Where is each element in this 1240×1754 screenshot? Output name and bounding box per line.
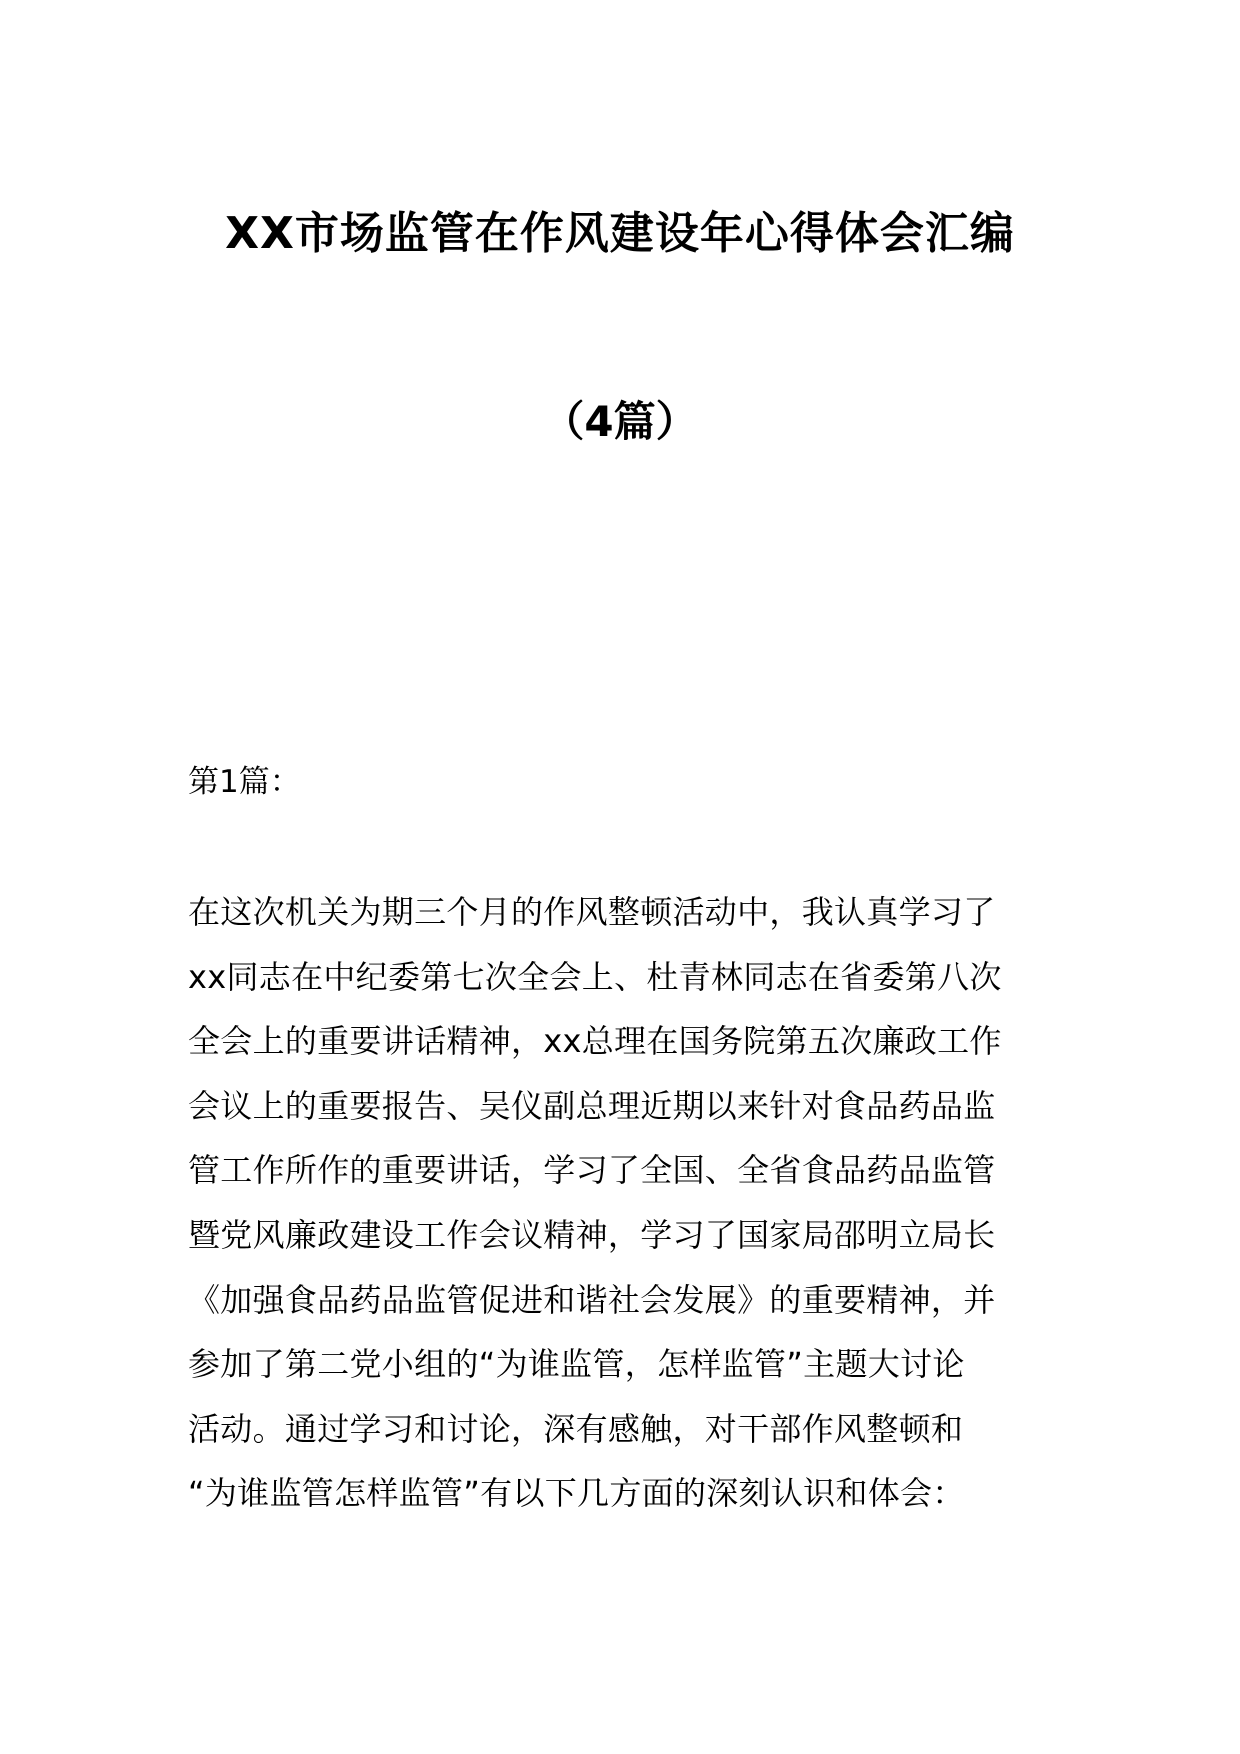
paragraph-line: 管工作所作的重要讲话，学习了全国、全省食品药品监管 xyxy=(188,1151,996,1190)
paragraph-line: 在这次机关为期三个月的作风整顿活动中，我认真学习了 xyxy=(188,893,996,931)
body-paragraph xyxy=(188,880,1058,1526)
paragraph-line: xx同志在中纪委第七次全会上、杜青林同志在省委第八次 xyxy=(188,957,1002,996)
paragraph-line: 暨党风廉政建设工作会议精神，学习了国家局邵明立局长 xyxy=(188,1215,996,1254)
paragraph-line: “为谁监管怎样监管”有以下几方面的深刻认识和体会： xyxy=(188,1474,965,1513)
section-heading: 第1篇： xyxy=(188,764,301,800)
paragraph-line: 活动。通过学习和讨论，深有感触，对干部作风整顿和 xyxy=(188,1409,964,1448)
paragraph-line: 《加强食品药品监管促进和谐社会发展》的重要精神，并 xyxy=(188,1280,996,1319)
document-title: XX市场监管在作风建设年心得体会汇编 xyxy=(225,208,1015,259)
paragraph-line: 全会上的重要讲话精神，xx总理在国务院第五次廉政工作 xyxy=(188,1022,1002,1061)
paragraph-line: 会议上的重要报告、吴仪副总理近期以来针对食品药品监 xyxy=(188,1086,996,1125)
document-subtitle: （4篇） xyxy=(542,397,698,446)
paragraph-line: 参加了第二党小组的“为谁监管，怎样监管”主题大讨论 xyxy=(188,1345,965,1384)
